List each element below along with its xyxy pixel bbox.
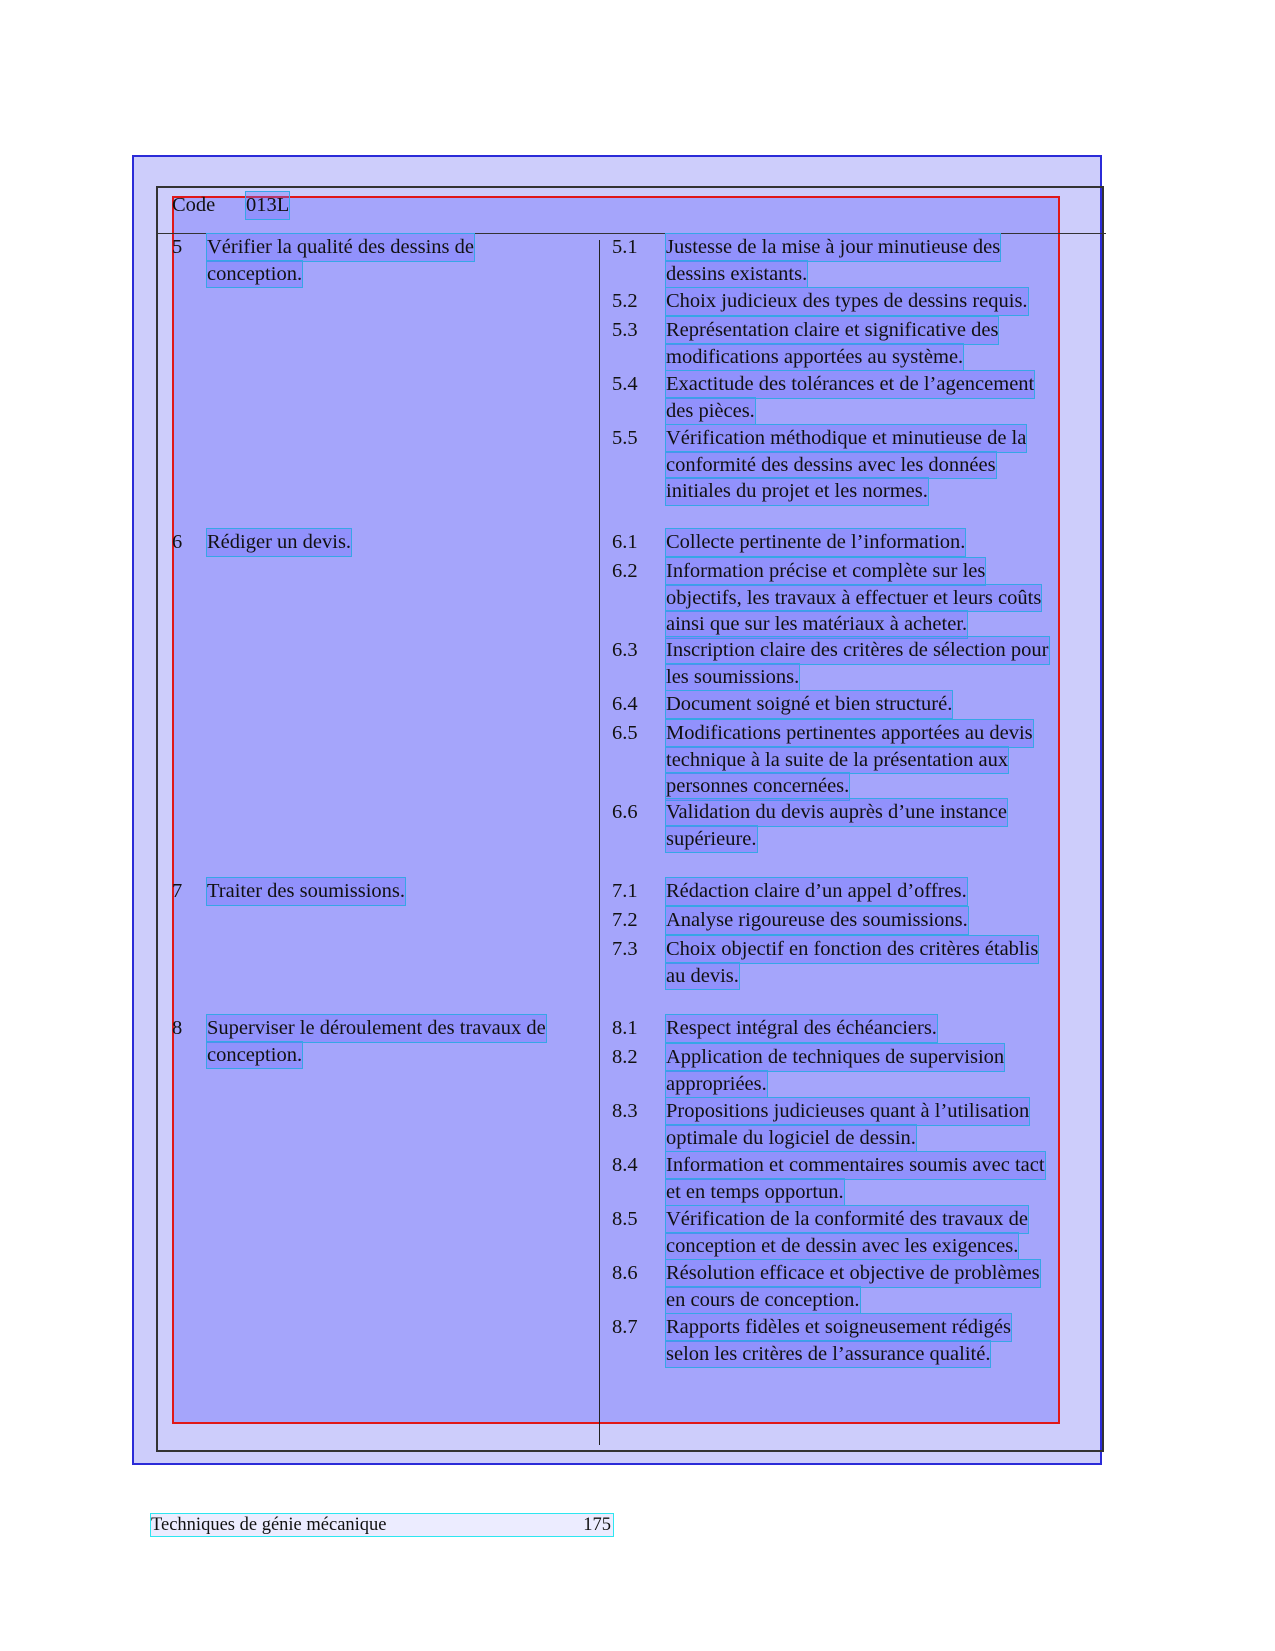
criterion-text-line: technique à la suite de la présentation aux — [666, 747, 1008, 774]
code-value: 013L — [246, 192, 289, 219]
criterion-text-line: modifications apportées au système. — [666, 344, 963, 371]
criterion-number: 6.5 — [612, 722, 638, 744]
column-divider — [599, 240, 600, 1445]
criterion-number: 5.4 — [612, 373, 638, 395]
criterion-number: 8.1 — [612, 1017, 638, 1039]
criterion-text-line: Information précise et complète sur les — [666, 558, 985, 585]
criterion-text-line: ainsi que sur les matériaux à acheter. — [666, 611, 967, 638]
criterion-number: 5.1 — [612, 236, 638, 258]
criterion-text-line: les soumissions. — [666, 664, 799, 691]
footer-title: Techniques de génie mécanique — [151, 1515, 387, 1535]
criterion-text-line: optimale du logiciel de dessin. — [666, 1125, 916, 1152]
criterion-text-line: au devis. — [666, 963, 739, 990]
criterion-text-line: Validation du devis auprès d’une instance — [666, 799, 1007, 826]
criterion-text-line: en cours de conception. — [666, 1287, 860, 1314]
criterion-number: 8.3 — [612, 1100, 638, 1122]
criterion-text-line: Résolution efficace et objective de problèmes — [666, 1260, 1040, 1287]
criterion-text-line: Choix judicieux des types de dessins requis. — [666, 288, 1028, 315]
element-number: 7 — [172, 880, 183, 902]
code-label: Code — [172, 194, 216, 216]
element-statement-line: Rédiger un devis. — [207, 529, 351, 556]
criterion-text-line: selon les critères de l’assurance qualité. — [666, 1341, 990, 1368]
criterion-text-line: Respect intégral des échéanciers. — [666, 1015, 937, 1042]
criterion-text-line: des pièces. — [666, 398, 755, 425]
criterion-number: 7.2 — [612, 909, 638, 931]
criterion-number: 6.3 — [612, 639, 638, 661]
criterion-text-line: Vérification méthodique et minutieuse de la — [666, 425, 1026, 452]
criterion-text-line: Vérification de la conformité des travaux de — [666, 1206, 1028, 1233]
criterion-text-line: conception et de dessin avec les exigences. — [666, 1233, 1018, 1260]
criterion-number: 7.1 — [612, 880, 638, 902]
criterion-number: 7.3 — [612, 938, 638, 960]
element-statement-line: conception. — [207, 261, 302, 288]
criterion-number: 5.2 — [612, 290, 638, 312]
criterion-text-line: objectifs, les travaux à effectuer et leurs coûts — [666, 585, 1041, 612]
criterion-number: 8.5 — [612, 1208, 638, 1230]
criterion-text-line: Document soigné et bien structuré. — [666, 691, 952, 718]
criterion-text-line: Inscription claire des critères de sélection pour — [666, 637, 1049, 664]
criterion-text-line: Rapports fidèles et soigneusement rédigés — [666, 1314, 1011, 1341]
criterion-text-line: Information et commentaires soumis avec tact — [666, 1152, 1045, 1179]
criterion-number: 8.4 — [612, 1154, 638, 1176]
criterion-text-line: supérieure. — [666, 826, 757, 853]
page-number: 175 — [583, 1515, 611, 1535]
criterion-number: 6.1 — [612, 531, 638, 553]
criterion-text-line: Application de techniques de supervision — [666, 1044, 1004, 1071]
criterion-text-line: et en temps opportun. — [666, 1179, 844, 1206]
criterion-number: 8.2 — [612, 1046, 638, 1068]
criterion-text-line: Choix objectif en fonction des critères établis — [666, 936, 1038, 963]
criterion-number: 8.6 — [612, 1262, 638, 1284]
criterion-text-line: Propositions judicieuses quant à l’utilisation — [666, 1098, 1029, 1125]
criterion-text-line: personnes concernées. — [666, 773, 849, 800]
page-footer — [151, 1514, 613, 1536]
criterion-text-line: appropriées. — [666, 1071, 767, 1098]
element-statement-line: Vérifier la qualité des dessins de — [207, 234, 474, 261]
criterion-text-line: Rédaction claire d’un appel d’offres. — [666, 878, 967, 905]
element-statement-line: Traiter des soumissions. — [207, 878, 405, 905]
criterion-number: 6.6 — [612, 801, 638, 823]
element-statement-line: Superviser le déroulement des travaux de — [207, 1015, 546, 1042]
criterion-text-line: initiales du projet et les normes. — [666, 478, 928, 505]
element-number: 6 — [172, 531, 183, 553]
criterion-text-line: Justesse de la mise à jour minutieuse des — [666, 234, 1000, 261]
criterion-number: 5.3 — [612, 319, 638, 341]
criterion-number: 8.7 — [612, 1316, 638, 1338]
criterion-text-line: Exactitude des tolérances et de l’agencement — [666, 371, 1034, 398]
criterion-text-line: conformité des dessins avec les données — [666, 452, 996, 479]
criterion-text-line: Représentation claire et significative des — [666, 317, 998, 344]
criterion-text-line: dessins existants. — [666, 261, 807, 288]
criterion-text-line: Collecte pertinente de l’information. — [666, 529, 965, 556]
criterion-number: 6.2 — [612, 560, 638, 582]
criterion-text-line: Modifications pertinentes apportées au devis — [666, 720, 1033, 747]
criterion-number: 5.5 — [612, 427, 638, 449]
criterion-number: 6.4 — [612, 693, 638, 715]
element-number: 8 — [172, 1017, 183, 1039]
element-number: 5 — [172, 236, 183, 258]
criterion-text-line: Analyse rigoureuse des soumissions. — [666, 907, 968, 934]
element-statement-line: conception. — [207, 1042, 302, 1069]
